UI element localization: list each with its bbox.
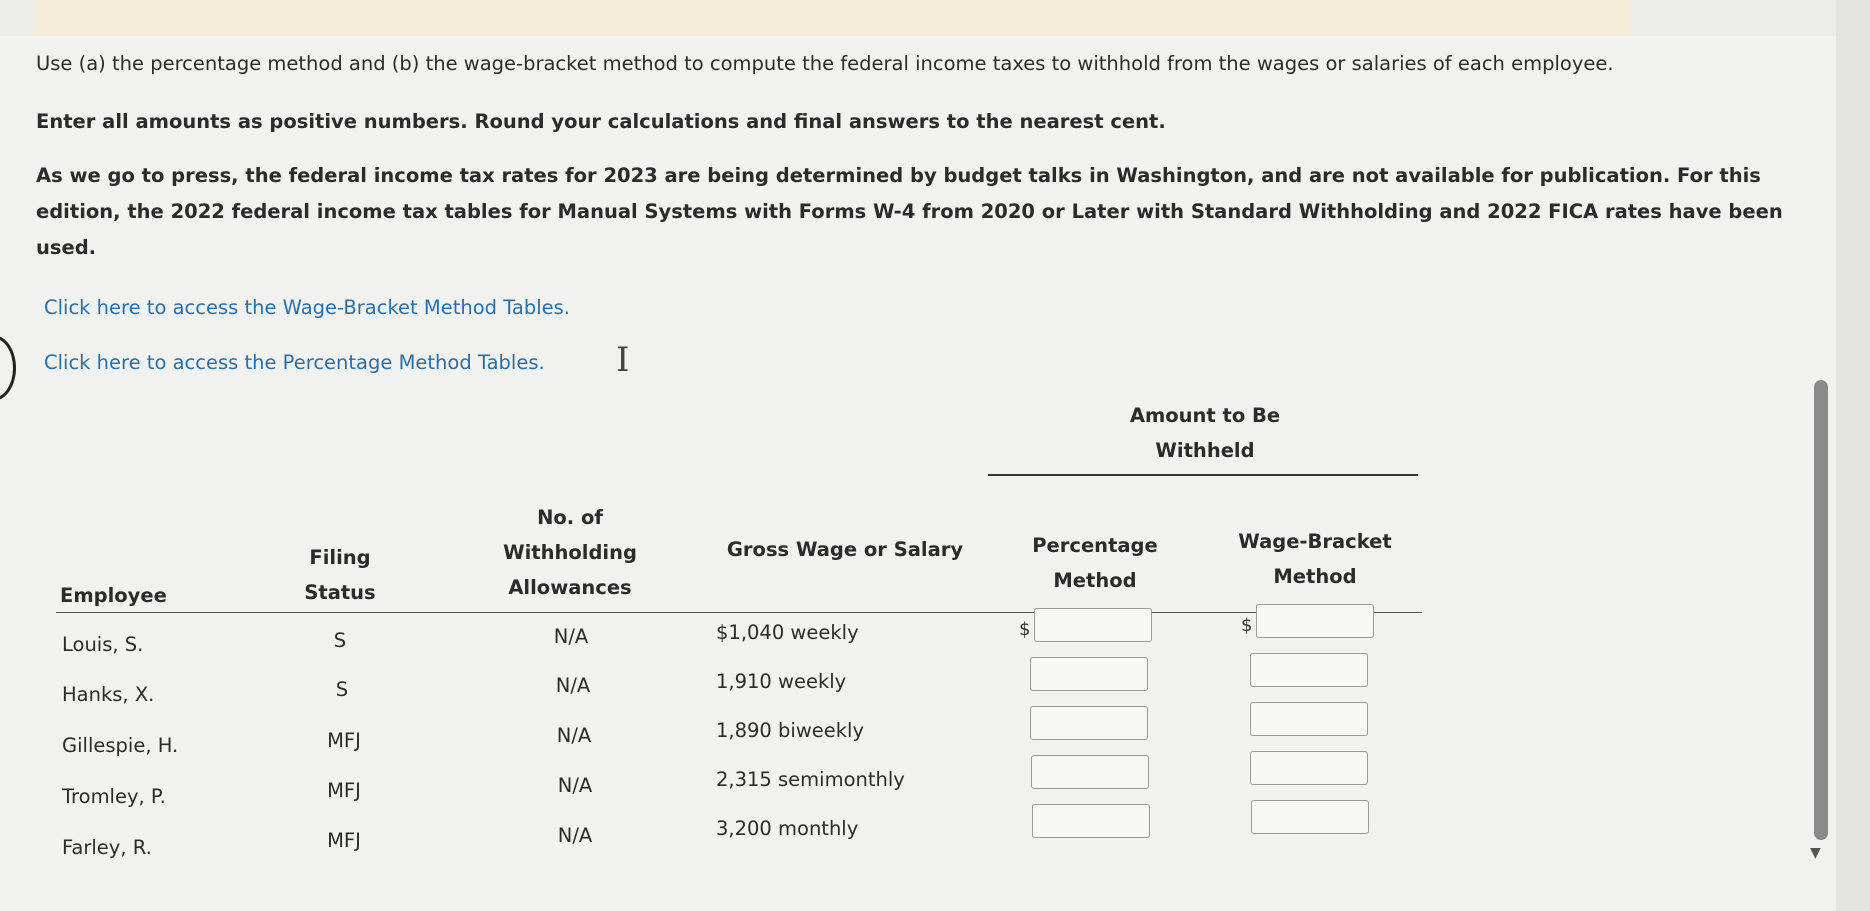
filing-status: MFJ — [327, 729, 361, 752]
wage-bracket-method-input[interactable] — [1251, 800, 1369, 834]
wage-bracket-method-input[interactable] — [1250, 702, 1368, 736]
percentage-tables-link[interactable]: Click here to access the Percentage Method Tables. — [44, 351, 545, 374]
filing-status-header: Filing Status — [304, 546, 376, 604]
filing-status: MFJ — [327, 779, 361, 802]
wage-bracket-method-input[interactable] — [1250, 653, 1368, 687]
gross-wage: $1,040 weekly — [716, 621, 859, 644]
employee-name: Louis, S. — [62, 633, 144, 656]
employee-name: Hanks, X. — [62, 683, 155, 706]
percentage-method-input[interactable] — [1030, 657, 1148, 691]
percentage-method-input[interactable] — [1031, 755, 1149, 789]
employee-name: Tromley, P. — [62, 785, 166, 808]
percentage-method-input[interactable] — [1034, 608, 1152, 642]
wage-bracket-tables-link[interactable]: Click here to access the Wage-Bracket Method Tables. — [44, 296, 571, 319]
gross-wage: 1,890 biweekly — [716, 719, 865, 742]
amount-header-divider — [988, 474, 1418, 476]
amount-withheld-header: Amount to Be Withheld — [1129, 404, 1281, 462]
scroll-down-arrow-icon[interactable]: ▼ — [1810, 845, 1821, 861]
wage-bracket-method-header: Wage-Bracket Method — [1238, 530, 1392, 588]
filing-status: MFJ — [327, 829, 361, 852]
gross-wage: 1,910 weekly — [716, 670, 847, 693]
wage-bracket-method-input[interactable] — [1250, 751, 1368, 785]
employee-name: Gillespie, H. — [62, 734, 179, 757]
intro-text: Use (a) the percentage method and (b) the wage-bracket method to compute the federal income taxes to withhold from the wages or salaries of each employee. — [36, 52, 1614, 75]
withholding-allowances: N/A — [555, 674, 591, 697]
employee-header: Employee — [60, 584, 167, 607]
wage-bracket-method-input[interactable] — [1256, 604, 1374, 638]
employee-name: Farley, R. — [62, 836, 152, 859]
dollar-sign: $ — [1019, 619, 1031, 640]
withholding-allowances: N/A — [557, 824, 593, 847]
filing-status: S — [335, 678, 349, 701]
table-header-divider — [56, 612, 1422, 613]
withholding-allowances: N/A — [553, 625, 589, 648]
press-note: As we go to press, the federal income tax rates for 2023 are being determined by budget talks in Washington, and are not available for publication. For this edition, the 2022 federal income tax tables for Manual Systems with Forms W-4 from 2020 or Later with Standard Withholding and 2022 FICA rates have been used. — [36, 164, 1783, 259]
scrollbar-track[interactable] — [1836, 0, 1870, 911]
withholding-allowances: N/A — [556, 724, 592, 747]
percentage-method-input[interactable] — [1032, 804, 1150, 838]
percentage-method-header: Percentage Method — [1032, 534, 1158, 592]
top-banner — [34, 0, 1630, 36]
scrollbar-thumb[interactable] — [1814, 380, 1828, 840]
dollar-sign: $ — [1241, 615, 1253, 636]
rounding-instructions: Enter all amounts as positive numbers. Round your calculations and final answers to the nearest cent. — [36, 110, 1166, 133]
gross-wage: 2,315 semimonthly — [716, 768, 905, 791]
percentage-method-input[interactable] — [1030, 706, 1148, 740]
allowances-header: No. of Withholding Allowances — [503, 506, 637, 599]
gross-wage-header: Gross Wage or Salary — [726, 538, 964, 561]
filing-status: S — [333, 629, 347, 652]
text-cursor-icon: I — [616, 340, 630, 380]
withholding-allowances: N/A — [557, 774, 593, 797]
gross-wage: 3,200 monthly — [716, 817, 859, 840]
